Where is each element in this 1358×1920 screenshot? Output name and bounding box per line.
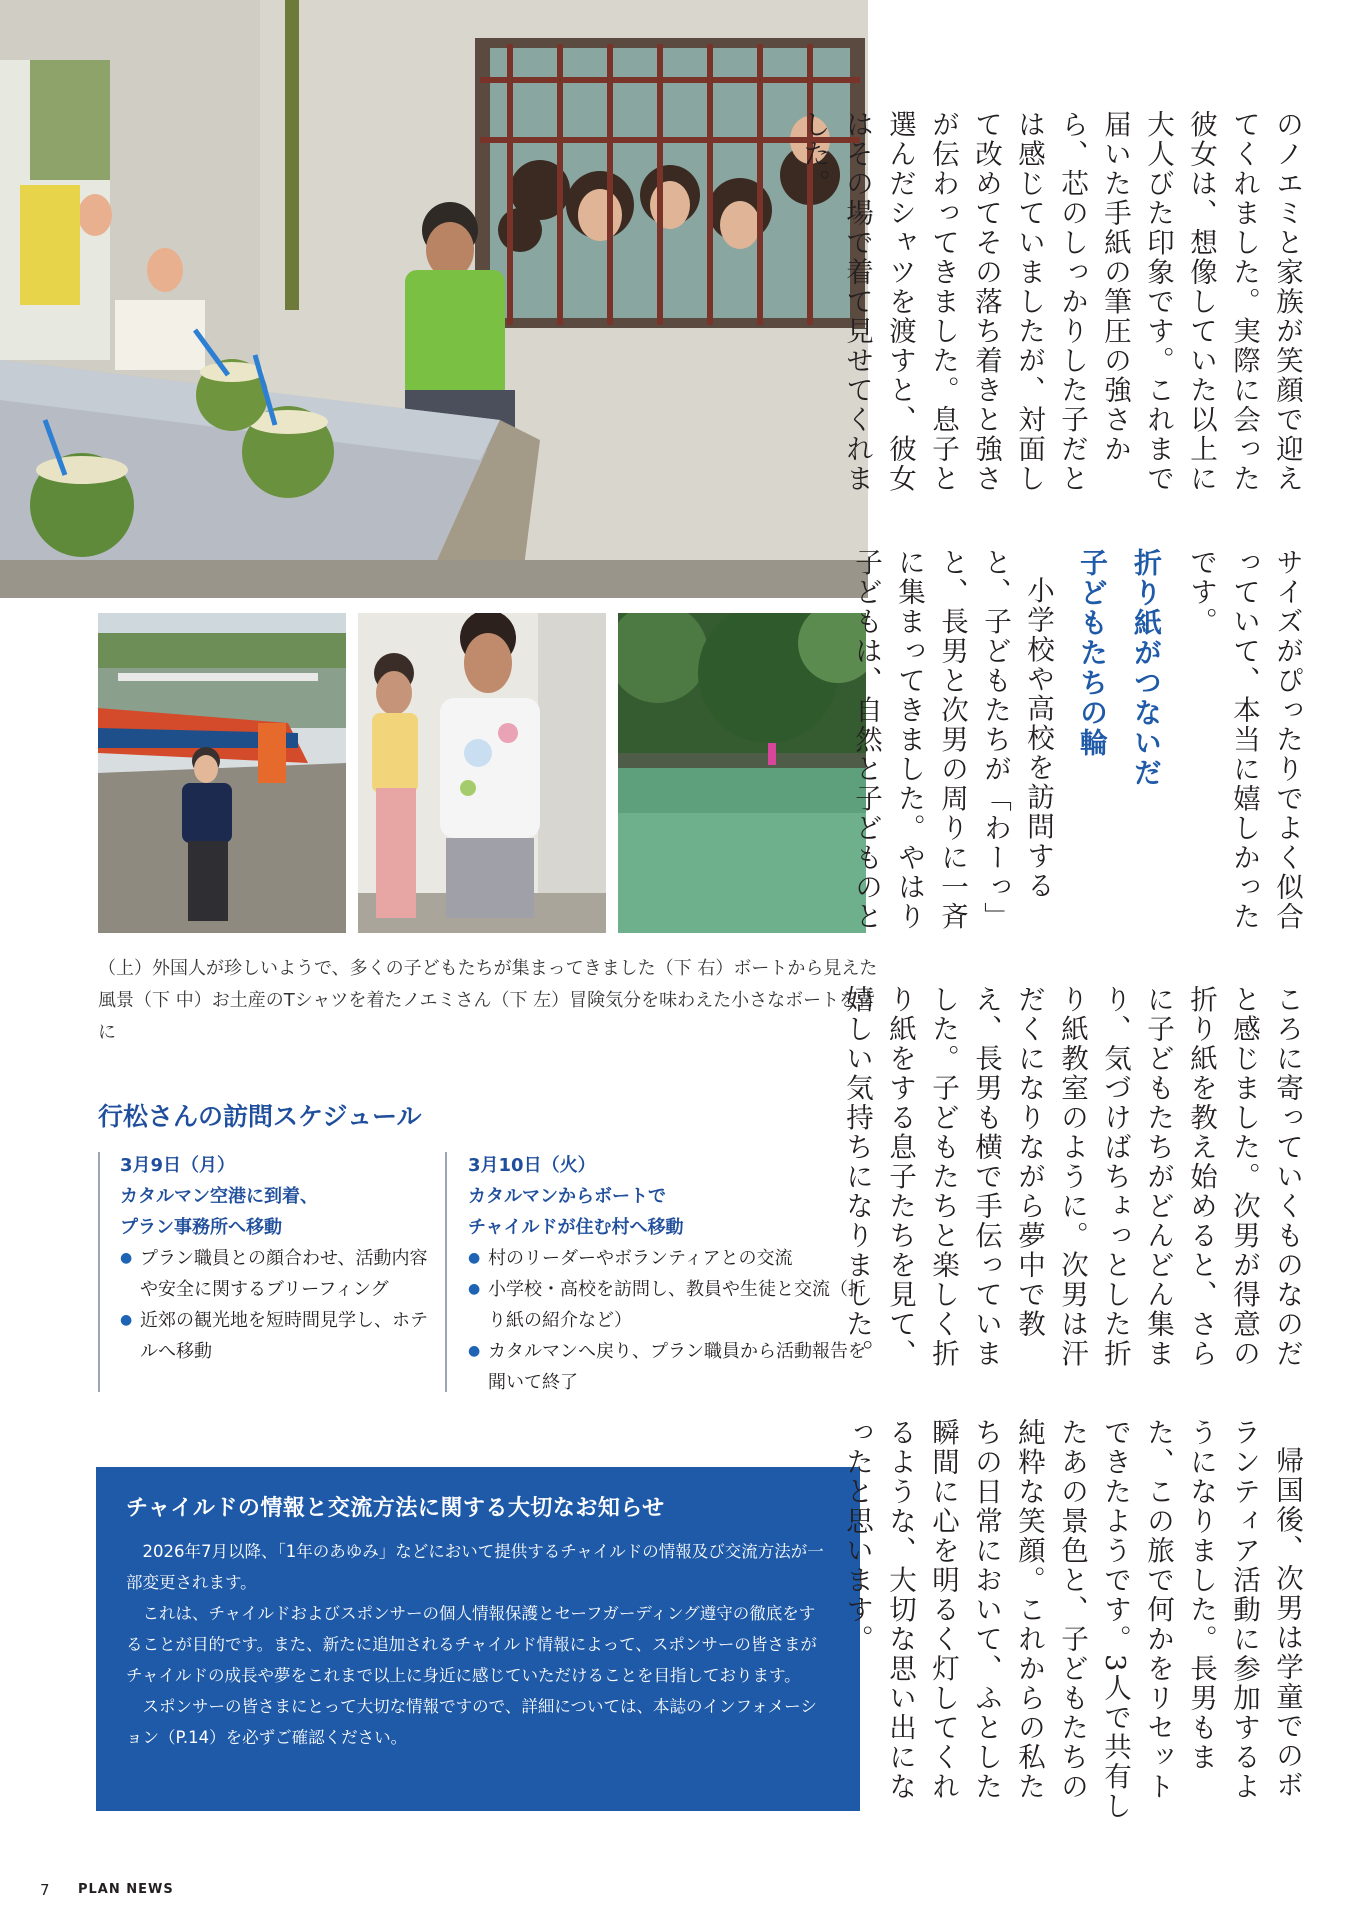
schedule-day1-item: ● プラン職員との顔合わせ、活動内容や安全に関するブリーフィング [120, 1243, 430, 1305]
section-heading: 折り紙がつないだ [1130, 548, 1163, 788]
schedule-day2 [468, 1150, 868, 1398]
page-number: 7 [40, 1881, 50, 1899]
schedule-day2-item: ● 村のリーダーやボランティアとの交流 [468, 1243, 868, 1274]
article-paragraph: サイズがぴったりでよく似合っていて、本当に嬉しかったです。 [1185, 548, 1303, 932]
schedule-day2-date: 3月10日（火） [468, 1155, 596, 1176]
notice-paragraph: スポンサーの皆さまにとって大切な情報ですので、詳細については、本誌のインフォメーション（P.14）を必ずご確認ください。 [126, 1697, 817, 1747]
schedule-divider-middle [445, 1152, 447, 1392]
photo-bottom-middle [358, 613, 606, 933]
schedule-day1-item: ● 近郊の観光地を短時間見学し、ホテルへ移動 [120, 1305, 430, 1367]
notice-paragraph: 2026年7月以降、「1年のあゆみ」などにおいて提供するチャイルドの情報及び交流方法が一部変更されます。 [126, 1542, 824, 1592]
photo-bottom-left [98, 613, 346, 933]
notice-box [96, 1467, 860, 1811]
schedule-day1-head2: プラン事務所へ移動 [120, 1217, 282, 1238]
article-paragraph: ころに寄っていくものなのだと感じました。次男が得意の折り紙を教え始めると、さらに子どもたちがどんどん集まり、気づけばちょっとした折り紙教室のように。次男は汗だくになりながら夢中で教え、長男も横で手伝っていました。子どもたちと楽しく折り紙をする息子たちを見て、嬉しい気持ちになりました。 [841, 985, 1303, 1369]
schedule-title: 行松さんの訪問スケジュール [98, 1102, 422, 1131]
schedule-day1-head1: カタルマン空港に到着、 [120, 1186, 318, 1207]
schedule-day2-head2: チャイルドが住む村へ移動 [468, 1217, 684, 1238]
notice-title: チャイルドの情報と交流方法に関する大切なお知らせ [126, 1496, 665, 1521]
article-paragraph: 帰国後、次男は学童でのボランティア活動に参加するようになりました。長男もまた、この旅で何かをリセットできたようです。3人で共有したあの景色と、子どもたちの純粋な笑顔。これからの私たちの日常において、ふとした瞬間に心を明るく灯してくれるような、大切な思い出になったと思います。 [841, 1418, 1303, 1821]
schedule-day1 [120, 1150, 430, 1367]
article-col4 [835, 1418, 1308, 1823]
article-col3 [835, 985, 1308, 1380]
schedule-day1-date: 3月9日（月） [120, 1155, 236, 1176]
schedule-divider-left [98, 1152, 100, 1392]
photo-bottom-right [618, 613, 866, 933]
article-paragraph: 小学校や高校を訪問すると、子どもたちが「わーっ」と、長男と次男の周りに一斉に集まってきました。やはり子どもは、自然と子どものと [850, 548, 1054, 932]
notice-paragraph: これは、チャイルドおよびスポンサーの個人情報保護とセーフガーディング遵守の徹底をすることが目的です。また、新たに追加されるチャイルド情報によって、スポンサーの皆さまがチャイルドの成長や夢をこれまで以上に身近に感じていただけることを目指しております。 [126, 1604, 817, 1685]
article-col2 [844, 548, 1308, 958]
schedule-day2-item: ● 小学校・高校を訪問し、教員や生徒と交流（折り紙の紹介など） [468, 1274, 868, 1336]
schedule-day2-item: ● カタルマンへ戻り、プラン職員から活動報告を聞いて終了 [468, 1336, 868, 1398]
schedule-day2-head1: カタルマンからボートで [468, 1186, 666, 1207]
photo-top [0, 0, 868, 598]
article-paragraph: のノエミと家族が笑顔で迎えてくれました。実際に会った彼女は、想像していた以上に大人びた印象です。これまで届いた手紙の筆圧の強さから、芯のしっかりした子だとは感じていましたが、対面して改めてその落ち着きと強さが伝わってきました。息子と選んだシャツを渡すと、彼女はその場で着て見せてくれました。 [798, 110, 1303, 494]
photo-caption: （上）外国人が珍しいようで、多くの子どもたちが集まってきました（下 右）ボートから見えた風景（下 中）お土産のTシャツを着たノエミさん（下 左）冒険気分を味わえた小さなボートを背に [98, 958, 878, 1043]
section-heading: 子どもたちの輪 [1076, 548, 1109, 758]
article-col1 [792, 110, 1308, 510]
magazine-name: PLAN NEWS [78, 1882, 174, 1897]
